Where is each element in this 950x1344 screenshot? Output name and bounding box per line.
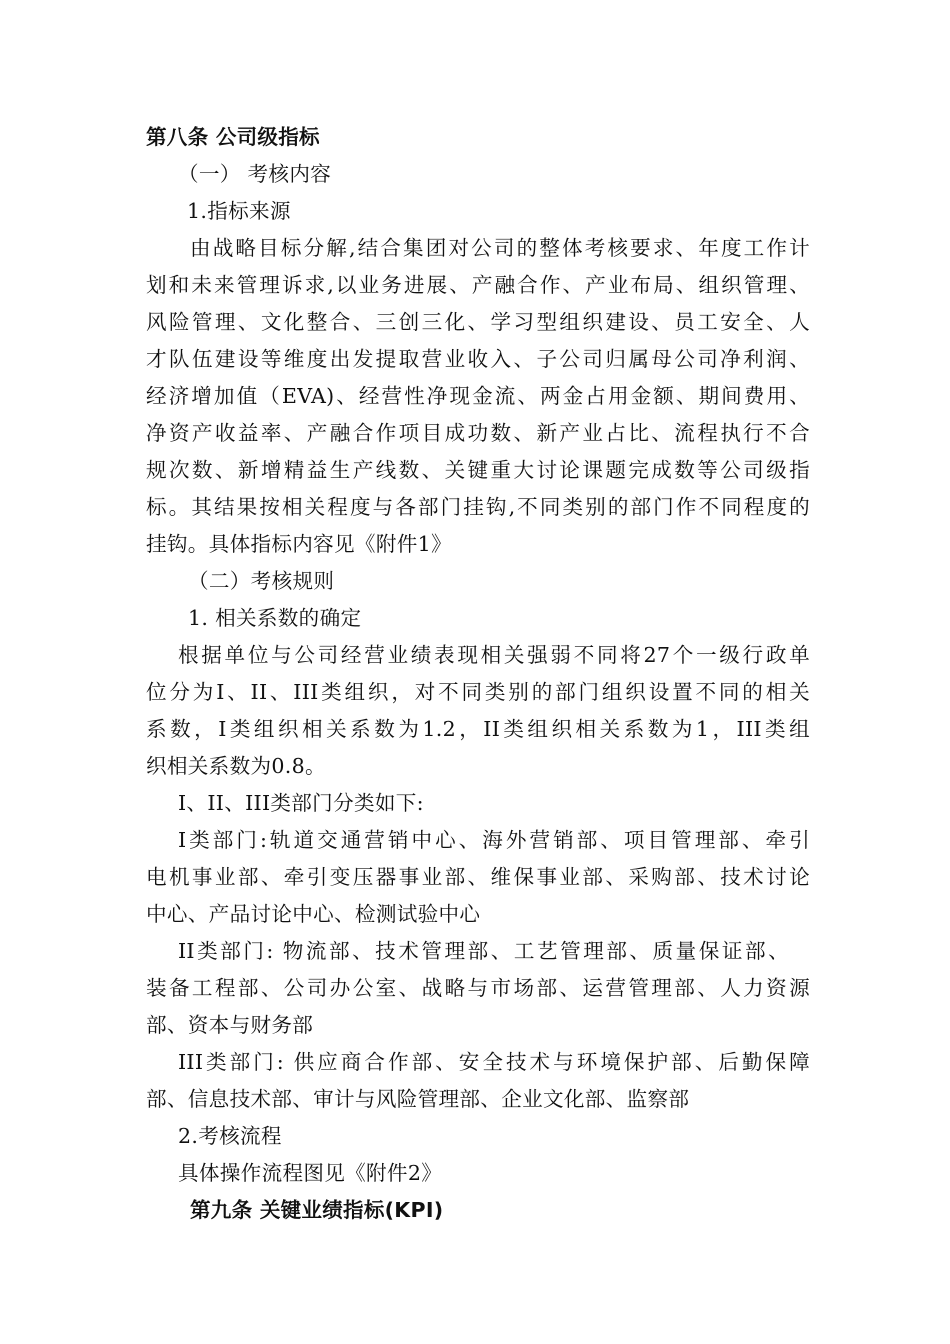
paragraph-line: 标。其结果按相关程度与各部门挂钩,不同类别的部门作不同程度的 <box>146 495 810 519</box>
paragraph-line: 织相关系数为0.8。 <box>146 754 326 778</box>
class-1-line: 中心、产品讨论中心、检测试验中心 <box>146 902 481 926</box>
paragraph-line: 经济增加值（EVA)、经营性净现金流、两金占用金额、期间费用、 <box>146 384 810 408</box>
class-3-line: III类部门: 供应商合作部、安全技术与环境保护部、后勤保障 <box>178 1050 810 1074</box>
class-2-line: 部、资本与财务部 <box>146 1013 314 1037</box>
paragraph-line: 位分为I、II、III类组织，对不同类别的部门组织设置不同的相关 <box>146 680 810 704</box>
article-8-heading: 第八条 公司级指标 <box>146 125 320 149</box>
paragraph-line: 划和未来管理诉求,以业务进展、产融合作、产业布局、组织管理、 <box>146 273 810 297</box>
classification-intro: I、II、III类部门分类如下: <box>178 791 424 815</box>
paragraph-line: 风险管理、文化整合、三创三化、学习型组织建设、员工安全、人 <box>146 310 810 334</box>
subsection-heading: 1. 相关系数的确定 <box>188 606 362 630</box>
paragraph-line: 系数，I类组织相关系数为1.2，II类组织相关系数为1，III类组 <box>146 717 810 741</box>
class-2-line: 装备工程部、公司办公室、战略与市场部、运营管理部、人力资源 <box>146 976 810 1000</box>
subsection-2-heading: 2.考核流程 <box>178 1124 282 1148</box>
paragraph-line: 才队伍建设等维度出发提取营业收入、子公司归属母公司净利润、 <box>146 347 810 371</box>
class-3-line: 部、信息技术部、审计与风险管理部、企业文化部、监察部 <box>146 1087 690 1111</box>
paragraph-line: 挂钩。具体指标内容见《附件1》 <box>146 532 452 556</box>
paragraph-line: 规次数、新增精益生产线数、关键重大讨论课题完成数等公司级指 <box>146 458 810 482</box>
subsection-1-heading: 1.指标来源 <box>187 199 291 223</box>
class-1-line: I类部门:轨道交通营销中心、海外营销部、项目管理部、牵引 <box>178 828 810 852</box>
article-9-heading: 第九条 关键业绩指标(KPI) <box>190 1198 444 1222</box>
class-2-line: II类部门: 物流部、技术管理部、工艺管理部、质量保证部、 <box>178 939 789 963</box>
section-1-heading: （一） 考核内容 <box>178 162 332 186</box>
paragraph-line: 净资产收益率、产融合作项目成功数、新产业占比、流程执行不合 <box>146 421 810 445</box>
class-1-line: 电机事业部、牵引变压器事业部、维保事业部、采购部、技术讨论 <box>146 865 810 889</box>
paragraph-line: 根据单位与公司经营业绩表现相关强弱不同将27个一级行政单 <box>178 643 810 667</box>
paragraph-line: 由战略目标分解,结合集团对公司的整体考核要求、年度工作计 <box>190 236 810 260</box>
paragraph-line: 具体操作流程图见《附件2》 <box>178 1161 443 1185</box>
section-2-heading: （二）考核规则 <box>188 569 335 593</box>
